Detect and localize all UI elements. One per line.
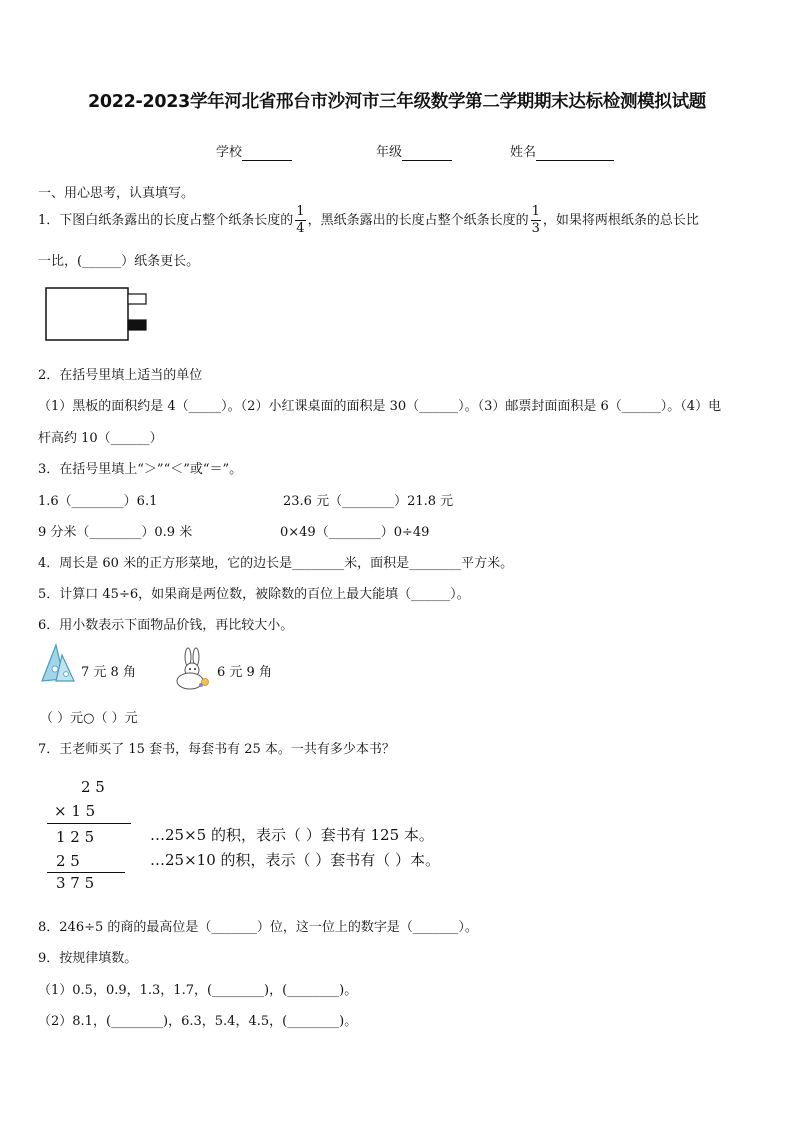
name-label: 姓名 [510, 145, 537, 160]
question-9-stem: 9．按规律填数。 [38, 951, 138, 966]
paper-strips-figure [44, 285, 154, 345]
school-blank[interactable] [242, 145, 292, 161]
question-7-stem: 7．王老师买了 15 套书，每套书有 25 本。一共有多少本书？ [38, 742, 395, 757]
name-blank[interactable] [536, 145, 614, 161]
price-2: 6 元 9 角 [217, 665, 272, 680]
question-3-stem: 3．在括号里填上“＞”“＜”或“＝”。 [38, 462, 243, 477]
rabbit-icon [170, 646, 214, 692]
grade-blank[interactable] [402, 145, 452, 161]
sequence-1[interactable]: （1）0.5，0.9，1.3，1.7，(________)，(________)。 [38, 983, 358, 998]
multiplicand-row: 2 5 [81, 778, 105, 796]
grade-label: 年级 [376, 145, 403, 160]
fraction-numerator: 1 [296, 204, 305, 219]
strip-outline [46, 288, 128, 340]
compare-item-a[interactable]: 1.6（________）6.1 [38, 494, 158, 509]
sequence-2[interactable]: （2）8.1，(________)，6.3，5.4，4.5，(________)。 [38, 1014, 358, 1029]
fraction-denominator: 4 [296, 221, 305, 236]
question-1-line1 [38, 203, 699, 239]
question-2-stem: 2．在括号里填上适当的单位 [38, 368, 203, 383]
question-4: 4．周长是 60 米的正方形菜地，它的边长是________米，面积是________平方米。 [38, 556, 514, 571]
multiplier-row: × 1 5 [54, 802, 96, 820]
explanation-1[interactable]: …25×5 的积，表示（ ）套书有 125 本。 [150, 826, 434, 844]
question-6-stem: 6．用小数表示下面物品价钱，再比较大小。 [38, 618, 294, 633]
explanation-2[interactable]: …25×10 的积，表示（ ）套书有（ ）本。 [150, 851, 441, 869]
product-row: 3 7 5 [56, 874, 95, 892]
price-1: 7 元 8 角 [81, 665, 136, 680]
q1-text-c: ，如果将两根纸条的总长比 [542, 213, 699, 228]
page-title: 2022-2023学年河北省邢台市沙河市三年级数学第二学期期末达标检测模拟试题 [88, 92, 706, 112]
compare-item-d[interactable]: 0×49（________）0÷49 [280, 525, 430, 540]
grade-field[interactable] [376, 141, 452, 161]
section-heading: 一、用心思考，认真填写。 [38, 186, 195, 201]
compare-item-c[interactable]: 9 分米（________）0.9 米 [38, 525, 193, 540]
question-8: 8．246÷5 的商的最高位是（_______）位，这一位上的数字是（_______）。 [38, 920, 478, 935]
fraction-one-quarter [295, 204, 305, 237]
school-label: 学校 [216, 145, 243, 160]
rule-line-1 [47, 823, 131, 824]
fraction-denominator: 3 [531, 221, 540, 236]
compare-item-b[interactable]: 23.6 元（________）21.8 元 [283, 494, 454, 509]
name-field[interactable] [510, 141, 614, 161]
question-6-answer[interactable]: （ ）元○（ ）元 [40, 711, 138, 726]
rule-line-2 [47, 872, 125, 873]
triangle-rulers-icon [40, 643, 76, 685]
question-2-line1: （1）黑板的面积约是 4（_____）。（2）小红课桌面的面积是 30（______）。（3）邮票封面面积是 6（______）。（4）电 [38, 399, 722, 414]
fraction-numerator: 1 [531, 204, 540, 219]
q1-text-b: ，黑纸条露出的长度占整个纸条长度的 [307, 213, 529, 228]
question-1-line2: 一比，(______）纸条更长。 [38, 254, 200, 269]
white-strip [128, 294, 146, 304]
partial-product-1: 1 2 5 [56, 828, 95, 846]
black-strip [128, 320, 146, 330]
question-5: 5．计算口 45÷6，如果商是两位数，被除数的百位上最大能填（______）。 [38, 587, 470, 602]
fraction-one-third [531, 204, 541, 237]
question-2-line2: 杆高约 10（______） [38, 431, 163, 446]
school-field[interactable] [216, 141, 292, 161]
partial-product-2: 2 5 [56, 852, 80, 870]
q1-text-a: 1．下图白纸条露出的长度占整个纸条长度的 [38, 213, 294, 228]
